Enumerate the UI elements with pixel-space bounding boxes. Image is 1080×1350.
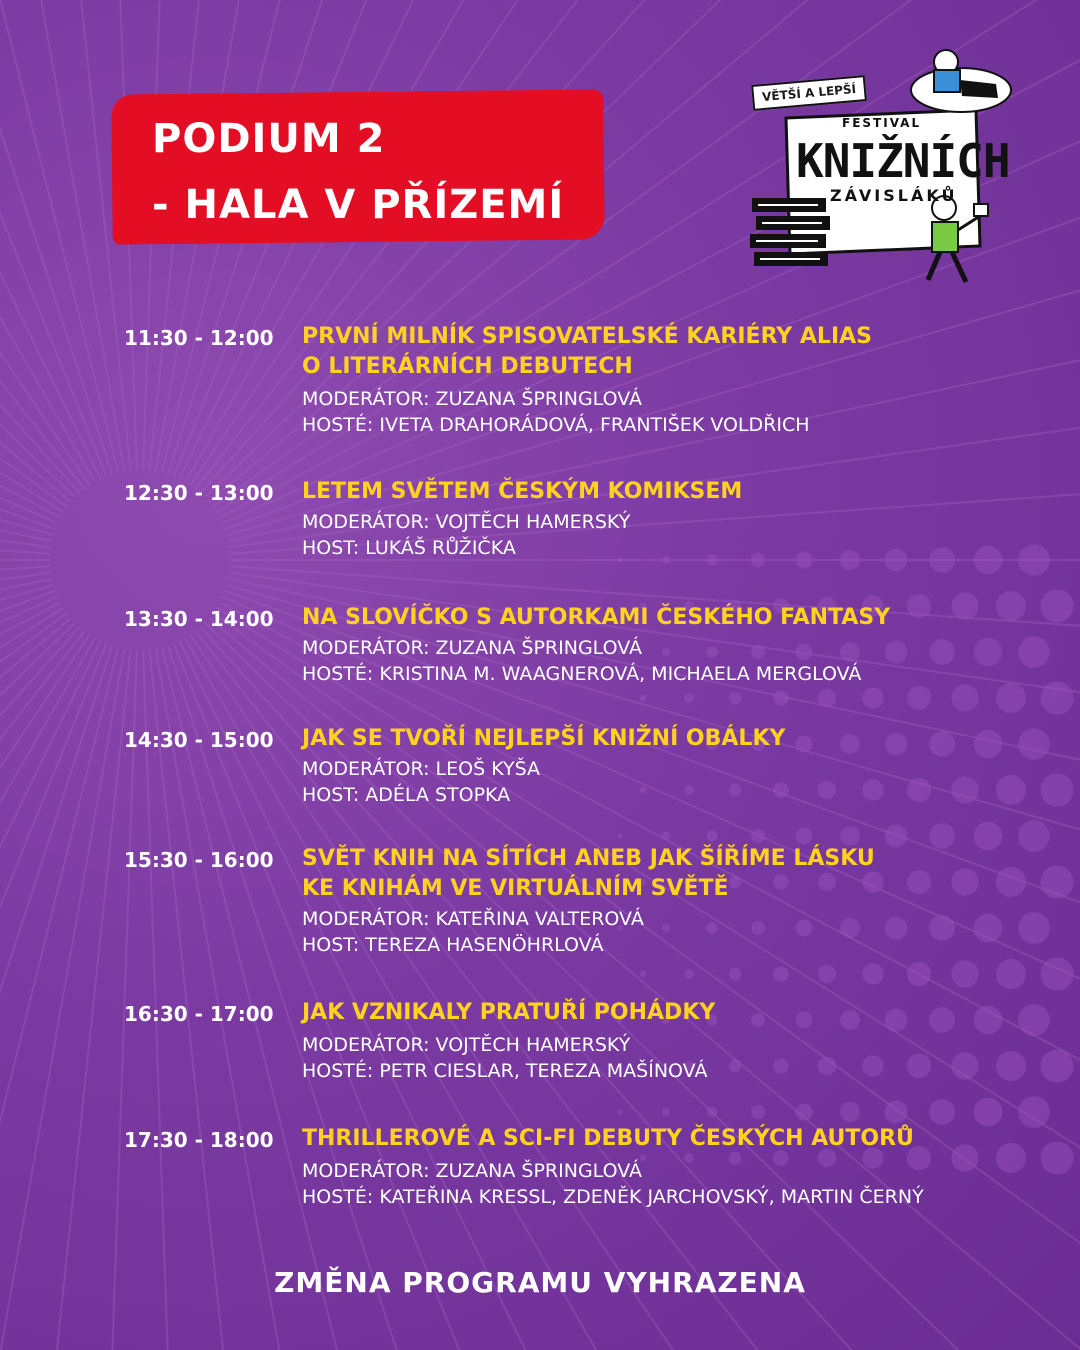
background-dot — [1018, 912, 1050, 944]
background-dot — [617, 833, 622, 838]
logo-badge: VĚTŠÍ A LEPŠÍ — [751, 75, 867, 111]
background-ray — [143, 650, 189, 1350]
event-guests: HOSTÉ: PETR CIESLAR, TEREZA MAŠÍNOVÁ — [302, 1060, 708, 1082]
background-dot — [996, 775, 1026, 805]
event-moderator: MODERÁTOR: VOJTĚCH HAMERSKÝ — [302, 1034, 631, 1056]
background-dot — [951, 1052, 978, 1079]
event-guests: HOSTÉ: KRISTINA M. WAAGNEROVÁ, MICHAELA MERGLOVÁ — [302, 663, 862, 685]
background-dot — [907, 778, 931, 802]
background-dot — [684, 693, 694, 703]
background-dot — [974, 638, 1003, 667]
background-dot — [929, 915, 955, 941]
event-guests: HOST: TEREZA HASENÖHRLOVÁ — [302, 934, 604, 956]
event-moderator: MODERÁTOR: KATEŘINA VALTEROVÁ — [302, 908, 644, 930]
background-dot — [662, 1108, 670, 1116]
event-title — [302, 477, 942, 507]
background-dot — [951, 592, 978, 619]
background-dot — [862, 1055, 883, 1076]
background-dot — [996, 959, 1026, 989]
event-guests: HOST: ADÉLA STOPKA — [302, 784, 511, 806]
background-dot — [974, 1006, 1003, 1035]
background-dot — [640, 787, 647, 794]
festival-logo — [740, 40, 1020, 290]
background-dot — [1040, 773, 1073, 806]
background-dot — [751, 921, 765, 935]
event-title — [302, 1124, 942, 1154]
footer-note: ZMĚNA PROGRAMU VYHRAZENA — [274, 1266, 806, 1299]
background-dot — [951, 868, 978, 895]
background-dot — [862, 963, 883, 984]
background-dot — [796, 828, 813, 845]
background-dot — [796, 552, 813, 569]
background-dot — [1040, 865, 1073, 898]
background-ray — [0, 613, 67, 1350]
background-dot — [929, 639, 955, 665]
background-dot — [617, 557, 622, 562]
background-dot — [885, 549, 908, 572]
background-ray — [0, 635, 90, 1350]
background-dot — [1018, 820, 1050, 852]
background-dot — [885, 641, 908, 664]
background-dot — [796, 1104, 813, 1121]
event-title-line: JAK VZNIKALY PRATUŘÍ POHÁDKY — [302, 1000, 716, 1025]
background-dot — [974, 730, 1003, 759]
background-ray — [0, 631, 85, 1350]
background-dot — [706, 830, 717, 841]
event-moderator: MODERÁTOR: ZUZANA ŠPRINGLOVÁ — [302, 388, 642, 410]
background-ray — [0, 0, 80, 493]
background-dot — [907, 1054, 931, 1078]
background-dot — [840, 1102, 860, 1122]
background-dot — [1040, 957, 1073, 990]
background-dot — [684, 1153, 694, 1163]
event-time: 12:30 - 13:00 — [124, 481, 274, 505]
background-dot — [996, 683, 1026, 713]
background-dot — [974, 1098, 1003, 1127]
background-dot — [862, 779, 883, 800]
background-ray — [0, 0, 118, 473]
background-dot — [996, 1143, 1026, 1173]
background-dot — [1018, 636, 1050, 668]
event-time: 16:30 - 17:00 — [124, 1002, 274, 1026]
book-stack-icon — [748, 190, 834, 270]
background-dot — [662, 556, 670, 564]
background-dot — [1018, 1004, 1050, 1036]
background-ray — [0, 0, 67, 507]
background-dot — [840, 550, 860, 570]
background-ray — [0, 0, 101, 479]
reading-figure-icon — [906, 40, 1016, 116]
event-time: 13:30 - 14:00 — [124, 607, 274, 631]
background-ray — [0, 0, 61, 518]
background-ray — [0, 602, 61, 1217]
background-dot — [996, 591, 1026, 621]
event-moderator: MODERÁTOR: ZUZANA ŠPRINGLOVÁ — [302, 637, 642, 659]
background-dot — [751, 645, 765, 659]
background-dot — [951, 776, 978, 803]
logo-sub-label: ZÁVISLÁKŮ — [830, 186, 958, 205]
background-dot — [773, 1058, 789, 1074]
event-title-line: NA SLOVÍČKO S AUTORKAMI ČESKÉHO FANTASY — [302, 605, 891, 630]
event-title-line: LETEM SVĚTEM ČESKÝM KOMIKSEM — [302, 479, 743, 504]
background-dot — [951, 960, 978, 987]
background-dot — [729, 784, 742, 797]
event-title — [302, 603, 942, 633]
event-title — [302, 844, 942, 904]
background-dot — [1040, 589, 1073, 622]
event-moderator: MODERÁTOR: ZUZANA ŠPRINGLOVÁ — [302, 1160, 642, 1182]
event-time: 15:30 - 16:00 — [124, 848, 274, 872]
logo-main-label: KNIŽNÍCH — [796, 134, 1010, 188]
background-dot — [840, 642, 860, 662]
event-guests: HOST: LUKÁŠ RŮŽIČKA — [302, 537, 516, 559]
event-guests: HOSTÉ: IVETA DRAHORÁDOVÁ, FRANTIŠEK VOLDŘICH — [302, 414, 810, 436]
background-dot — [617, 1109, 622, 1114]
background-ray — [0, 618, 71, 1350]
background-dot — [818, 781, 836, 799]
event-title-line: O LITERÁRNÍCH DEBUTECH — [302, 354, 633, 379]
event-title — [302, 724, 942, 754]
page-title-line-2: - HALA V PŘÍZEMÍ — [152, 182, 565, 228]
background-dot — [885, 917, 908, 940]
background-ray — [0, 646, 112, 1350]
background-dot — [640, 971, 647, 978]
background-dot — [773, 966, 789, 982]
event-title — [302, 998, 942, 1028]
background-dot — [929, 1099, 955, 1125]
background-dot — [773, 782, 789, 798]
background-dot — [1018, 544, 1050, 576]
event-guests: HOSTÉ: KATEŘINA KRESSL, ZDENĚK JARCHOVSKÝ, MARTIN ČERNÝ — [302, 1186, 924, 1208]
background-dot — [796, 920, 813, 937]
event-time: 11:30 - 12:00 — [124, 326, 274, 350]
event-title-line: SVĚT KNIH NA SÍTÍCH ANEB JAK ŠÍŘÍME LÁSKU — [302, 846, 875, 871]
background-ray — [0, 0, 75, 497]
background-dot — [729, 692, 742, 705]
background-ray — [0, 647, 118, 1350]
background-dot — [974, 546, 1003, 575]
background-ray — [0, 81, 55, 529]
background-dot — [706, 922, 717, 933]
background-dot — [684, 785, 694, 795]
background-dot — [996, 1051, 1026, 1081]
background-dot — [974, 822, 1003, 851]
background-dot — [907, 686, 931, 710]
background-dot — [662, 648, 670, 656]
background-dot — [951, 1144, 978, 1171]
background-dot — [706, 646, 717, 657]
background-dot — [773, 690, 789, 706]
background-dot — [885, 1101, 908, 1124]
background-dot — [662, 832, 670, 840]
background-dot — [818, 689, 836, 707]
event-moderator: MODERÁTOR: LEOŠ KYŠA — [302, 758, 541, 780]
background-dot — [862, 687, 883, 708]
background-ray — [91, 650, 137, 1350]
background-dot — [684, 969, 694, 979]
background-ray — [0, 0, 95, 482]
running-boy-icon — [910, 190, 990, 290]
background-ray — [0, 0, 90, 485]
background-dot — [729, 968, 742, 981]
background-dot — [706, 554, 717, 565]
background-dot — [729, 1060, 742, 1073]
event-moderator: MODERÁTOR: VOJTĚCH HAMERSKÝ — [302, 511, 631, 533]
background-dot — [974, 914, 1003, 943]
background-dot — [907, 962, 931, 986]
event-title-line: KE KNIHÁM VE VIRTUÁLNÍM SVĚTĚ — [302, 876, 729, 901]
background-dot — [840, 918, 860, 938]
event-title — [302, 322, 942, 382]
background-ray — [0, 591, 55, 1039]
event-time: 17:30 - 18:00 — [124, 1128, 274, 1152]
event-time: 14:30 - 15:00 — [124, 728, 274, 752]
logo-festival-label: FESTIVAL — [842, 116, 922, 130]
background-dot — [840, 826, 860, 846]
background-dot — [751, 553, 765, 567]
background-dot — [1018, 728, 1050, 760]
page-title-line-1: PODIUM 2 — [152, 116, 386, 162]
background-dot — [996, 867, 1026, 897]
event-title-line: JAK SE TVOŘÍ NEJLEPŠÍ KNIŽNÍ OBÁLKY — [302, 726, 786, 751]
background-dot — [706, 1106, 717, 1117]
background-dot — [640, 695, 647, 702]
background-dot — [751, 1105, 765, 1119]
background-dot — [951, 684, 978, 711]
background-dot — [1040, 681, 1073, 714]
background-dot — [929, 547, 955, 573]
background-dot — [1018, 1096, 1050, 1128]
background-ray — [0, 641, 101, 1350]
background-dot — [662, 924, 670, 932]
background-dot — [751, 829, 765, 843]
background-dot — [1040, 1141, 1073, 1174]
background-dot — [1040, 1049, 1073, 1082]
event-title-line: THRILLEROVÉ A SCI-FI DEBUTY ČESKÝCH AUTORŮ — [302, 1126, 914, 1151]
background-dot — [796, 644, 813, 661]
event-title-line: PRVNÍ MILNÍK SPISOVATELSKÉ KARIÉRY ALIAS — [302, 324, 873, 349]
background-dot — [818, 965, 836, 983]
background-dot — [818, 1057, 836, 1075]
background-ray — [0, 643, 106, 1350]
background-ray — [0, 608, 64, 1302]
